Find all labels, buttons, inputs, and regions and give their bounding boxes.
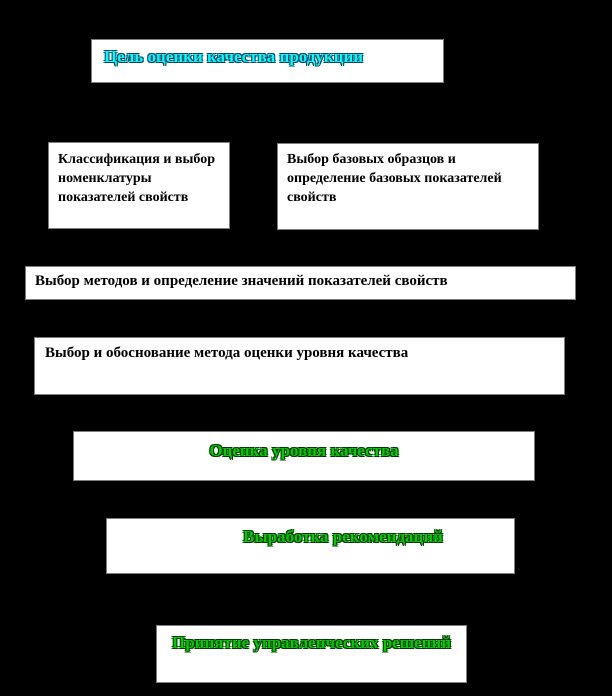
box-method-choice-label: Выбор и обоснование метода оценки уровня качества (45, 345, 409, 361)
box-management-decisions-label: Принятие управленческих решений (172, 633, 451, 652)
box-goal-label: Цель оценки качества продукции (104, 47, 364, 66)
box-classification-label: Классификация и выбор номенклатуры показателей свойств (58, 152, 215, 205)
box-management-decisions (156, 625, 467, 683)
box-methods (25, 266, 576, 300)
box-goal (91, 39, 444, 83)
box-recommendations (106, 518, 515, 574)
box-base-samples-label: Выбор базовых образцов и определение базовых показателей свойств (287, 152, 502, 205)
box-methods-label: Выбор методов и определение значений показателей свойств (35, 273, 448, 289)
box-base-samples (277, 143, 539, 230)
box-quality-assessment-label: Оценка уровня качества (209, 441, 399, 460)
box-method-choice (34, 337, 565, 395)
box-classification (48, 142, 230, 229)
box-recommendations-label: Выработка рекомендаций (243, 527, 443, 546)
box-quality-assessment (73, 431, 535, 481)
